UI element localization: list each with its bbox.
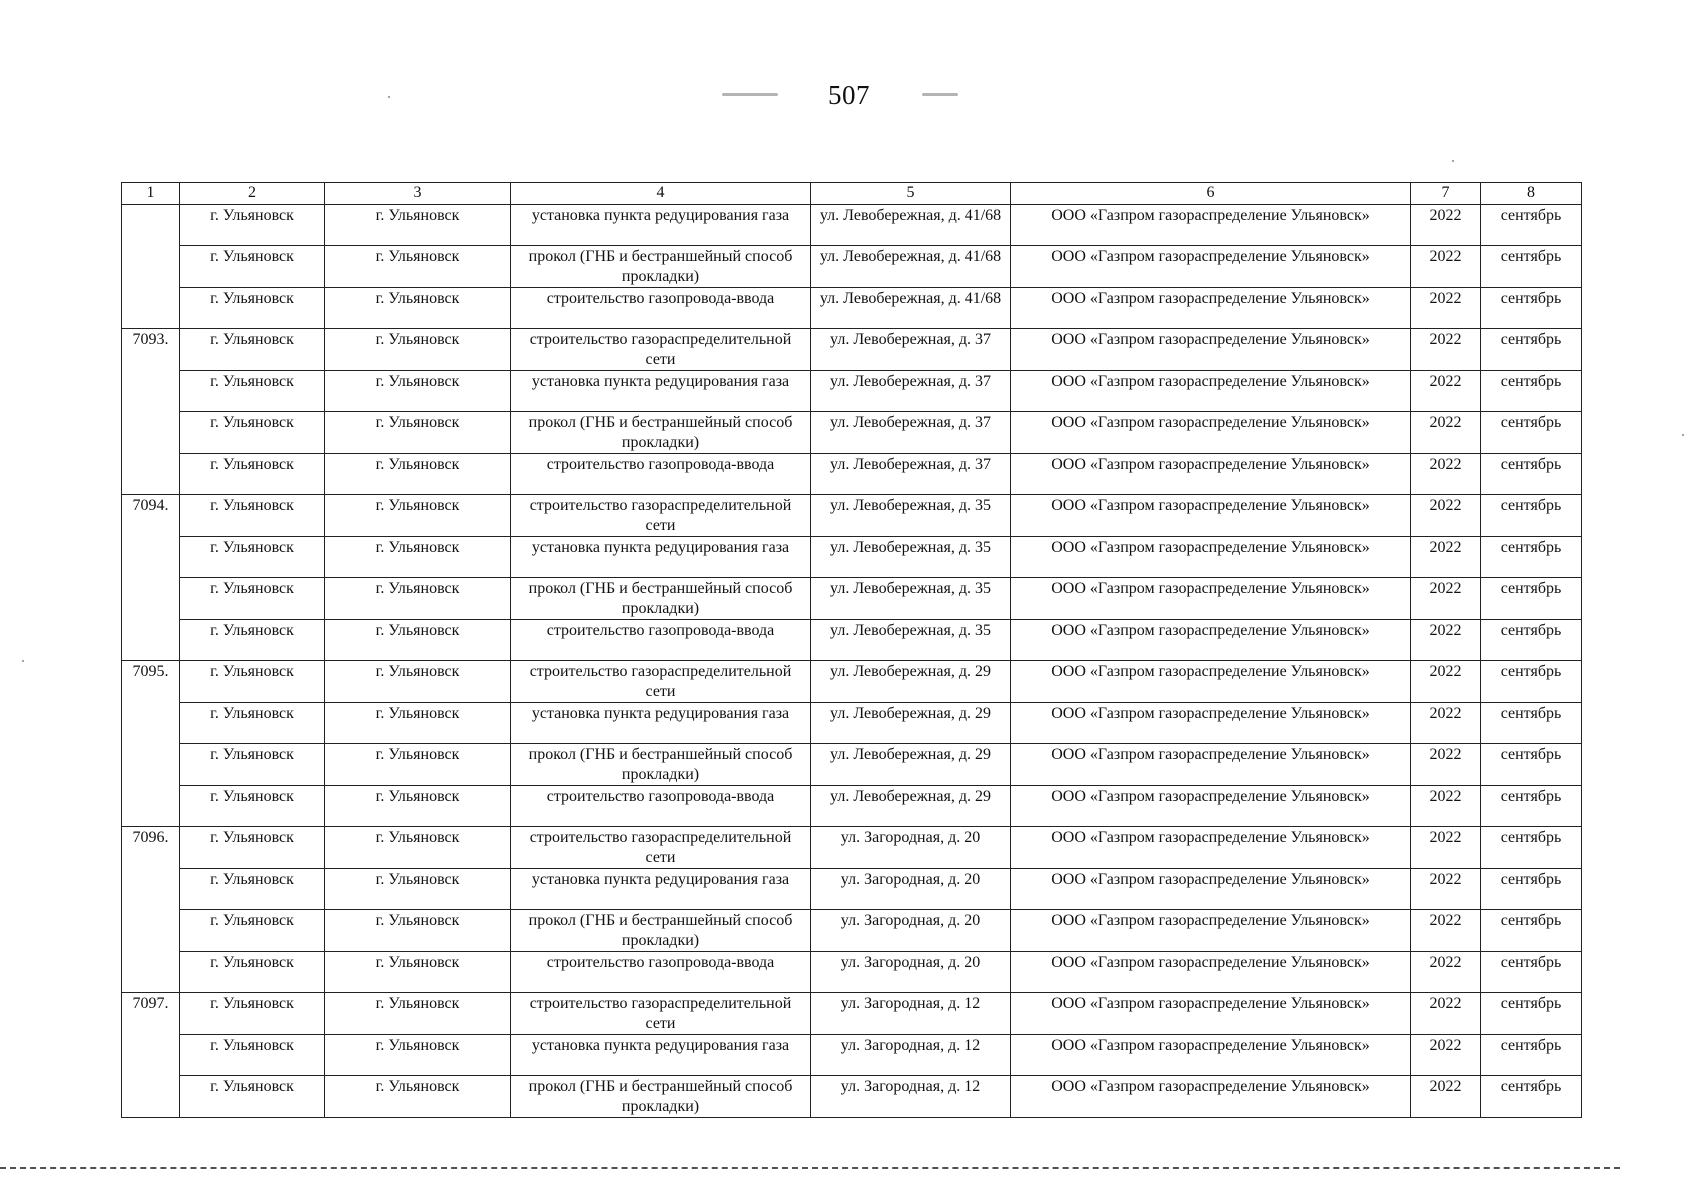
- organization-cell: ООО «Газпром газораспределение Ульяновск»: [1011, 827, 1411, 869]
- municipality-cell: г. Ульяновск: [325, 703, 511, 744]
- year-cell: 2022: [1411, 1076, 1481, 1118]
- municipality-cell: г. Ульяновск: [325, 578, 511, 620]
- address-cell: ул. Левобережная, д. 41/68: [811, 205, 1011, 246]
- work-type-cell: строительство газопровода-ввода: [511, 288, 811, 329]
- municipality-cell: г. Ульяновск: [325, 952, 511, 993]
- month-cell: сентябрь: [1481, 454, 1582, 495]
- organization-cell: ООО «Газпром газораспределение Ульяновск»: [1011, 288, 1411, 329]
- work-type-cell: строительство газопровода-ввода: [511, 786, 811, 827]
- year-cell: 2022: [1411, 495, 1481, 537]
- region-cell: г. Ульяновск: [180, 288, 325, 329]
- row-number-cell: 7096.: [122, 827, 180, 993]
- table-row: [122, 371, 1582, 412]
- municipality-cell: г. Ульяновск: [325, 371, 511, 412]
- region-cell: г. Ульяновск: [180, 703, 325, 744]
- region-cell: г. Ульяновск: [180, 371, 325, 412]
- address-cell: ул. Загородная, д. 20: [811, 952, 1011, 993]
- municipality-cell: г. Ульяновск: [325, 329, 511, 371]
- work-type-cell: строительство газораспределительной сети: [511, 827, 811, 869]
- header-cell: 1: [122, 183, 180, 205]
- region-cell: г. Ульяновск: [180, 744, 325, 786]
- scan-dot: [22, 660, 24, 662]
- table-body: [122, 205, 1582, 1118]
- table-row: [122, 1035, 1582, 1076]
- organization-cell: ООО «Газпром газораспределение Ульяновск»: [1011, 910, 1411, 952]
- work-type-cell: строительство газораспределительной сети: [511, 993, 811, 1035]
- address-cell: ул. Левобережная, д. 37: [811, 412, 1011, 454]
- year-cell: 2022: [1411, 620, 1481, 661]
- year-cell: 2022: [1411, 1035, 1481, 1076]
- region-cell: г. Ульяновск: [180, 910, 325, 952]
- work-type-cell: прокол (ГНБ и бестраншейный способ прокладки): [511, 1076, 811, 1118]
- address-cell: ул. Левобережная, д. 29: [811, 703, 1011, 744]
- table-row: [122, 703, 1582, 744]
- municipality-cell: г. Ульяновск: [325, 620, 511, 661]
- address-cell: ул. Левобережная, д. 35: [811, 537, 1011, 578]
- address-cell: ул. Левобережная, д. 35: [811, 578, 1011, 620]
- month-cell: сентябрь: [1481, 371, 1582, 412]
- table-row: [122, 1076, 1582, 1118]
- month-cell: сентябрь: [1481, 1035, 1582, 1076]
- work-type-cell: строительство газопровода-ввода: [511, 454, 811, 495]
- region-cell: г. Ульяновск: [180, 1076, 325, 1118]
- region-cell: г. Ульяновск: [180, 952, 325, 993]
- address-cell: ул. Загородная, д. 20: [811, 827, 1011, 869]
- year-cell: 2022: [1411, 537, 1481, 578]
- header-cell: 8: [1481, 183, 1582, 205]
- region-cell: г. Ульяновск: [180, 993, 325, 1035]
- year-cell: 2022: [1411, 661, 1481, 703]
- address-cell: ул. Левобережная, д. 29: [811, 661, 1011, 703]
- municipality-cell: г. Ульяновск: [325, 454, 511, 495]
- year-cell: 2022: [1411, 246, 1481, 288]
- table-row: [122, 620, 1582, 661]
- month-cell: сентябрь: [1481, 412, 1582, 454]
- year-cell: 2022: [1411, 910, 1481, 952]
- table-row: [122, 412, 1582, 454]
- year-cell: 2022: [1411, 827, 1481, 869]
- organization-cell: ООО «Газпром газораспределение Ульяновск»: [1011, 786, 1411, 827]
- municipality-cell: г. Ульяновск: [325, 1035, 511, 1076]
- region-cell: г. Ульяновск: [180, 661, 325, 703]
- organization-cell: ООО «Газпром газораспределение Ульяновск»: [1011, 454, 1411, 495]
- year-cell: 2022: [1411, 371, 1481, 412]
- address-cell: ул. Загородная, д. 12: [811, 1076, 1011, 1118]
- year-cell: 2022: [1411, 993, 1481, 1035]
- work-type-cell: установка пункта редуцирования газа: [511, 1035, 811, 1076]
- month-cell: сентябрь: [1481, 578, 1582, 620]
- month-cell: сентябрь: [1481, 246, 1582, 288]
- month-cell: сентябрь: [1481, 661, 1582, 703]
- header-cell: 5: [811, 183, 1011, 205]
- month-cell: сентябрь: [1481, 205, 1582, 246]
- month-cell: сентябрь: [1481, 786, 1582, 827]
- scan-dot: [1682, 434, 1684, 436]
- page-number: 507: [828, 80, 870, 110]
- work-type-cell: установка пункта редуцирования газа: [511, 537, 811, 578]
- table-row: [122, 495, 1582, 537]
- row-number-cell: 7094.: [122, 495, 180, 661]
- table-row: [122, 454, 1582, 495]
- organization-cell: ООО «Газпром газораспределение Ульяновск»: [1011, 661, 1411, 703]
- municipality-cell: г. Ульяновск: [325, 827, 511, 869]
- address-cell: ул. Левобережная, д. 37: [811, 371, 1011, 412]
- month-cell: сентябрь: [1481, 620, 1582, 661]
- organization-cell: ООО «Газпром газораспределение Ульяновск»: [1011, 952, 1411, 993]
- organization-cell: ООО «Газпром газораспределение Ульяновск»: [1011, 578, 1411, 620]
- work-type-cell: установка пункта редуцирования газа: [511, 371, 811, 412]
- table-row: [122, 578, 1582, 620]
- municipality-cell: г. Ульяновск: [325, 537, 511, 578]
- month-cell: сентябрь: [1481, 910, 1582, 952]
- region-cell: г. Ульяновск: [180, 454, 325, 495]
- month-cell: сентябрь: [1481, 329, 1582, 371]
- scan-smudge-right: [922, 93, 958, 96]
- row-number-cell: 7095.: [122, 661, 180, 827]
- work-type-cell: строительство газопровода-ввода: [511, 620, 811, 661]
- month-cell: сентябрь: [1481, 288, 1582, 329]
- address-cell: ул. Левобережная, д. 35: [811, 495, 1011, 537]
- region-cell: г. Ульяновск: [180, 786, 325, 827]
- organization-cell: ООО «Газпром газораспределение Ульяновск»: [1011, 537, 1411, 578]
- municipality-cell: г. Ульяновск: [325, 495, 511, 537]
- table-row: [122, 205, 1582, 246]
- year-cell: 2022: [1411, 869, 1481, 910]
- municipality-cell: г. Ульяновск: [325, 205, 511, 246]
- table-row: [122, 246, 1582, 288]
- work-type-cell: установка пункта редуцирования газа: [511, 205, 811, 246]
- organization-cell: ООО «Газпром газораспределение Ульяновск»: [1011, 246, 1411, 288]
- month-cell: сентябрь: [1481, 952, 1582, 993]
- year-cell: 2022: [1411, 952, 1481, 993]
- work-type-cell: строительство газораспределительной сети: [511, 661, 811, 703]
- organization-cell: ООО «Газпром газораспределение Ульяновск»: [1011, 1035, 1411, 1076]
- municipality-cell: г. Ульяновск: [325, 288, 511, 329]
- organization-cell: ООО «Газпром газораспределение Ульяновск»: [1011, 993, 1411, 1035]
- table-row: [122, 910, 1582, 952]
- organization-cell: ООО «Газпром газораспределение Ульяновск»: [1011, 620, 1411, 661]
- header-cell: 2: [180, 183, 325, 205]
- scan-dot: [1452, 160, 1454, 162]
- address-cell: ул. Левобережная, д. 35: [811, 620, 1011, 661]
- header-cell: 4: [511, 183, 811, 205]
- year-cell: 2022: [1411, 205, 1481, 246]
- address-cell: ул. Загородная, д. 12: [811, 1035, 1011, 1076]
- month-cell: сентябрь: [1481, 1076, 1582, 1118]
- work-type-cell: строительство газопровода-ввода: [511, 952, 811, 993]
- month-cell: сентябрь: [1481, 993, 1582, 1035]
- municipality-cell: г. Ульяновск: [325, 869, 511, 910]
- row-number-cell: 7093.: [122, 329, 180, 495]
- region-cell: г. Ульяновск: [180, 827, 325, 869]
- header-cell: 6: [1011, 183, 1411, 205]
- year-cell: 2022: [1411, 744, 1481, 786]
- row-number-cell: [122, 205, 180, 329]
- month-cell: сентябрь: [1481, 744, 1582, 786]
- year-cell: 2022: [1411, 329, 1481, 371]
- region-cell: г. Ульяновск: [180, 412, 325, 454]
- table-row: [122, 869, 1582, 910]
- year-cell: 2022: [1411, 412, 1481, 454]
- header-row: [122, 183, 1582, 205]
- year-cell: 2022: [1411, 288, 1481, 329]
- organization-cell: ООО «Газпром газораспределение Ульяновск»: [1011, 703, 1411, 744]
- work-type-cell: прокол (ГНБ и бестраншейный способ прокладки): [511, 246, 811, 288]
- municipality-cell: г. Ульяновск: [325, 744, 511, 786]
- month-cell: сентябрь: [1481, 537, 1582, 578]
- address-cell: ул. Левобережная, д. 41/68: [811, 288, 1011, 329]
- organization-cell: ООО «Газпром газораспределение Ульяновск»: [1011, 412, 1411, 454]
- municipality-cell: г. Ульяновск: [325, 910, 511, 952]
- address-cell: ул. Загородная, д. 20: [811, 869, 1011, 910]
- table-row: [122, 329, 1582, 371]
- address-cell: ул. Загородная, д. 12: [811, 993, 1011, 1035]
- year-cell: 2022: [1411, 786, 1481, 827]
- month-cell: сентябрь: [1481, 495, 1582, 537]
- region-cell: г. Ульяновск: [180, 246, 325, 288]
- year-cell: 2022: [1411, 454, 1481, 495]
- address-cell: ул. Левобережная, д. 41/68: [811, 246, 1011, 288]
- registry-table: [121, 182, 1582, 1118]
- municipality-cell: г. Ульяновск: [325, 1076, 511, 1118]
- table-row: [122, 288, 1582, 329]
- organization-cell: ООО «Газпром газораспределение Ульяновск»: [1011, 205, 1411, 246]
- work-type-cell: строительство газораспределительной сети: [511, 495, 811, 537]
- work-type-cell: прокол (ГНБ и бестраншейный способ прокладки): [511, 578, 811, 620]
- table-row: [122, 827, 1582, 869]
- region-cell: г. Ульяновск: [180, 620, 325, 661]
- table-row: [122, 744, 1582, 786]
- organization-cell: ООО «Газпром газораспределение Ульяновск»: [1011, 495, 1411, 537]
- table-row: [122, 786, 1582, 827]
- month-cell: сентябрь: [1481, 703, 1582, 744]
- work-type-cell: прокол (ГНБ и бестраншейный способ прокладки): [511, 910, 811, 952]
- organization-cell: ООО «Газпром газораспределение Ульяновск»: [1011, 744, 1411, 786]
- municipality-cell: г. Ульяновск: [325, 786, 511, 827]
- address-cell: ул. Левобережная, д. 37: [811, 329, 1011, 371]
- table-row: [122, 952, 1582, 993]
- organization-cell: ООО «Газпром газораспределение Ульяновск»: [1011, 371, 1411, 412]
- year-cell: 2022: [1411, 703, 1481, 744]
- table-row: [122, 993, 1582, 1035]
- header-cell: 7: [1411, 183, 1481, 205]
- table-row: [122, 537, 1582, 578]
- organization-cell: ООО «Газпром газораспределение Ульяновск»: [1011, 869, 1411, 910]
- address-cell: ул. Загородная, д. 20: [811, 910, 1011, 952]
- work-type-cell: строительство газораспределительной сети: [511, 329, 811, 371]
- table-row: [122, 661, 1582, 703]
- year-cell: 2022: [1411, 578, 1481, 620]
- municipality-cell: г. Ульяновск: [325, 661, 511, 703]
- organization-cell: ООО «Газпром газораспределение Ульяновск»: [1011, 1076, 1411, 1118]
- region-cell: г. Ульяновск: [180, 1035, 325, 1076]
- work-type-cell: установка пункта редуцирования газа: [511, 703, 811, 744]
- row-number-cell: 7097.: [122, 993, 180, 1118]
- region-cell: г. Ульяновск: [180, 578, 325, 620]
- address-cell: ул. Левобережная, д. 29: [811, 786, 1011, 827]
- address-cell: ул. Левобережная, д. 29: [811, 744, 1011, 786]
- header-cell: 3: [325, 183, 511, 205]
- work-type-cell: прокол (ГНБ и бестраншейный способ прокладки): [511, 412, 811, 454]
- region-cell: г. Ульяновск: [180, 329, 325, 371]
- table-header: [122, 183, 1582, 205]
- month-cell: сентябрь: [1481, 827, 1582, 869]
- scan-dot: [388, 96, 390, 98]
- region-cell: г. Ульяновск: [180, 869, 325, 910]
- region-cell: г. Ульяновск: [180, 537, 325, 578]
- month-cell: сентябрь: [1481, 869, 1582, 910]
- address-cell: ул. Левобережная, д. 37: [811, 454, 1011, 495]
- municipality-cell: г. Ульяновск: [325, 412, 511, 454]
- region-cell: г. Ульяновск: [180, 205, 325, 246]
- region-cell: г. Ульяновск: [180, 495, 325, 537]
- work-type-cell: установка пункта редуцирования газа: [511, 869, 811, 910]
- work-type-cell: прокол (ГНБ и бестраншейный способ прокладки): [511, 744, 811, 786]
- municipality-cell: г. Ульяновск: [325, 993, 511, 1035]
- bottom-rule: [0, 1167, 1620, 1169]
- municipality-cell: г. Ульяновск: [325, 246, 511, 288]
- scan-smudge-left: [722, 93, 778, 96]
- organization-cell: ООО «Газпром газораспределение Ульяновск»: [1011, 329, 1411, 371]
